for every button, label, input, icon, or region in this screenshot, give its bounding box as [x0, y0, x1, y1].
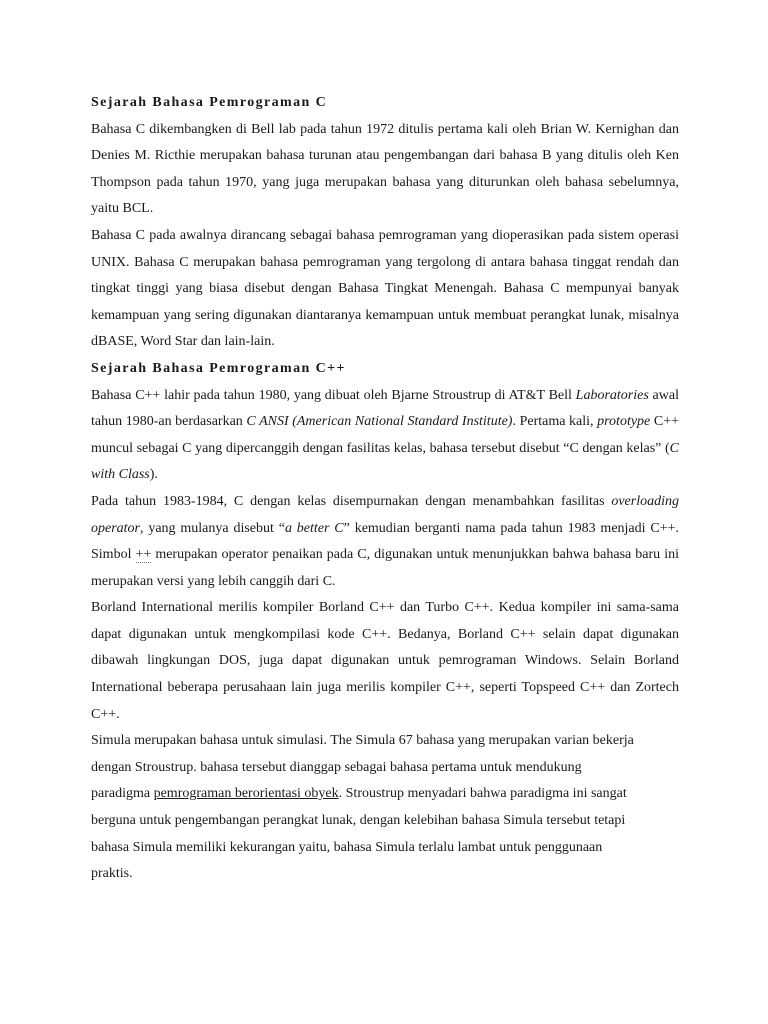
text-run: ” kemudian berganti nama pada tahun 1983 menjadi C++. Simbol — [91, 520, 679, 563]
text-run: merupakan operator penaikan pada C, digunakan untuk menunjukkan bahwa bahasa baru ini merupakan versi yang lebih canggih dari C. — [91, 547, 679, 589]
italic-run: a better C — [284, 520, 344, 536]
text-run: . Stroustrup menyadari bahwa paradigma ini sangat — [338, 786, 627, 802]
text-run: . Pertama kali, — [512, 414, 598, 430]
italic-run: overloading operator — [91, 493, 679, 536]
text-run: paradigma — [91, 786, 154, 802]
oop-link[interactable]: pemrograman berorientasi obyek — [153, 786, 339, 802]
heading-sejarah-cpp: Sejarah Bahasa Pemrograman C++ — [91, 360, 346, 376]
text-line: berguna untuk pengembangan perangkat lunak, dengan kelebihan bahasa Simula tersebut tetapi — [91, 813, 626, 829]
paragraph-cpp-origin — [91, 383, 679, 489]
text-run: Pada tahun 1983-1984, C dengan kelas disempurnakan dengan menambahkan fasilitas — [91, 493, 612, 509]
paragraph-c-design: Bahasa C pada awalnya dirancang sebagai bahasa pemrograman yang dioperasikan pada sistem operasi UNIX. Bahasa C merupakan bahasa pemrograman yang tergolong di antara bahasa tinggat rendah dan tingkat tinggi yang biasa disebut dengan Bahasa Tingkat Menengah. Bahasa C mempunyai banyak kemampuan yang sering digunakan diantaranya kemampuan untuk membuat perangkat lunak, misalnya dBASE, Word Star dan lain-lain. — [91, 227, 679, 350]
text-run: awal tahun 1980-an berdasarkan — [91, 387, 679, 430]
paragraph-cpp-naming — [91, 489, 679, 595]
italic-run: C ANSI (American National Standard Institute) — [246, 414, 513, 430]
document-page — [91, 90, 679, 888]
heading-sejarah-c: Sejarah Bahasa Pemrograman C — [91, 95, 328, 110]
paragraph-c-origin: Bahasa C dikembangken di Bell lab pada tahun 1972 ditulis pertama kali oleh Brian W. Kernighan dan Denies M. Ricthie merupakan bahasa turunan atau pengembangan dari bahasa B yang ditulis oleh Ken Thompson pada tahun 1970, yang juga merupakan bahasa yang diturunkan oleh bahasa sebelumnya, yaitu BCL. — [91, 121, 679, 217]
italic-run: C with Class — [91, 440, 679, 483]
text-line: praktis. — [91, 866, 133, 882]
text-line — [91, 781, 679, 808]
plusplus-symbol: ++ — [135, 547, 152, 563]
text-line: Simula merupakan bahasa untuk simulasi. The Simula 67 bahasa yang merupakan varian bekerja — [91, 733, 634, 749]
paragraph-simula — [91, 728, 679, 888]
text-run: C++ muncul sebagai C yang dipercanggih dengan fasilitas kelas, bahasa tersebut disebut “C dengan kelas” ( — [91, 414, 679, 456]
text-run: , yang mulanya disebut “ — [140, 520, 285, 536]
text-line: bahasa Simula memiliki kekurangan yaitu, bahasa Simula terlalu lambat untuk penggunaan — [91, 839, 603, 855]
text-run: ). — [149, 467, 158, 483]
paragraph-borland: Borland International merilis kompiler Borland C++ dan Turbo C++. Kedua kompiler ini sama-sama dapat digunakan untuk mengkompilasi kode C++. Bedanya, Borland C++ selain dapat digunakan dibawah lingkungan DOS, juga dapat digunakan untuk pemrograman Windows. Selain Borland International beberapa perusahaan lain juga merilis kompiler C++, seperti Topspeed C++ dan Zortech C++. — [91, 600, 679, 722]
text-run: Bahasa C++ lahir pada tahun 1980, yang dibuat oleh Bjarne Stroustrup di AT&T Bell — [91, 387, 576, 403]
italic-run: prototype — [597, 414, 651, 430]
text-line: dengan Stroustrup. bahasa tersebut dianggap sebagai bahasa pertama untuk mendukung — [91, 759, 582, 775]
italic-run: Laboratories — [575, 387, 649, 403]
